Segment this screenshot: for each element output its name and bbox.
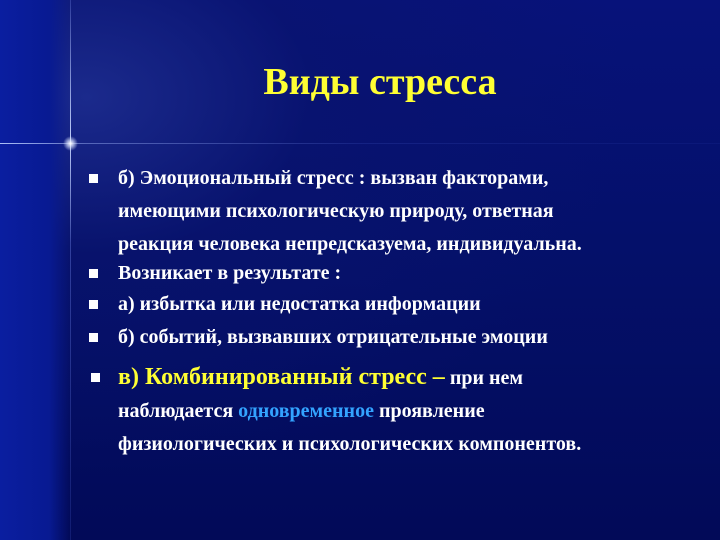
list-item-line: а) избытка или недостатка информации <box>118 293 481 315</box>
bullet-square-icon <box>89 269 98 278</box>
bullet-square-icon <box>89 300 98 309</box>
list-item-line: наблюдается <box>118 400 239 422</box>
bullet-square-icon <box>89 174 98 183</box>
list-item-line: Возникает в результате : <box>118 262 342 284</box>
sparkle-icon <box>63 136 78 151</box>
list-item-line: при нем <box>444 367 524 389</box>
list-item-line: имеющими психологическую природу, ответная <box>118 200 554 222</box>
combined-stress-heading: в) Комбинированный стресс – <box>118 364 445 390</box>
highlighted-word: одновременное <box>238 400 374 422</box>
slide-title: Виды стресса <box>263 61 497 103</box>
list-item-line: б) событий, вызвавших отрицательные эмоции <box>118 326 548 348</box>
list-item-line: б) Эмоциональный стресс : вызван факторами, <box>118 167 549 189</box>
vertical-accent-line <box>70 0 71 540</box>
bullet-square-icon <box>91 373 100 382</box>
bullet-square-icon <box>89 333 98 342</box>
list-item-line: физиологических и психологических компонентов. <box>118 433 582 455</box>
horizontal-accent-line <box>0 143 720 144</box>
list-item-line: проявление <box>373 400 485 422</box>
left-decorative-band <box>0 0 70 540</box>
list-item-line: реакция человека непредсказуема, индивидуальна. <box>118 233 582 255</box>
